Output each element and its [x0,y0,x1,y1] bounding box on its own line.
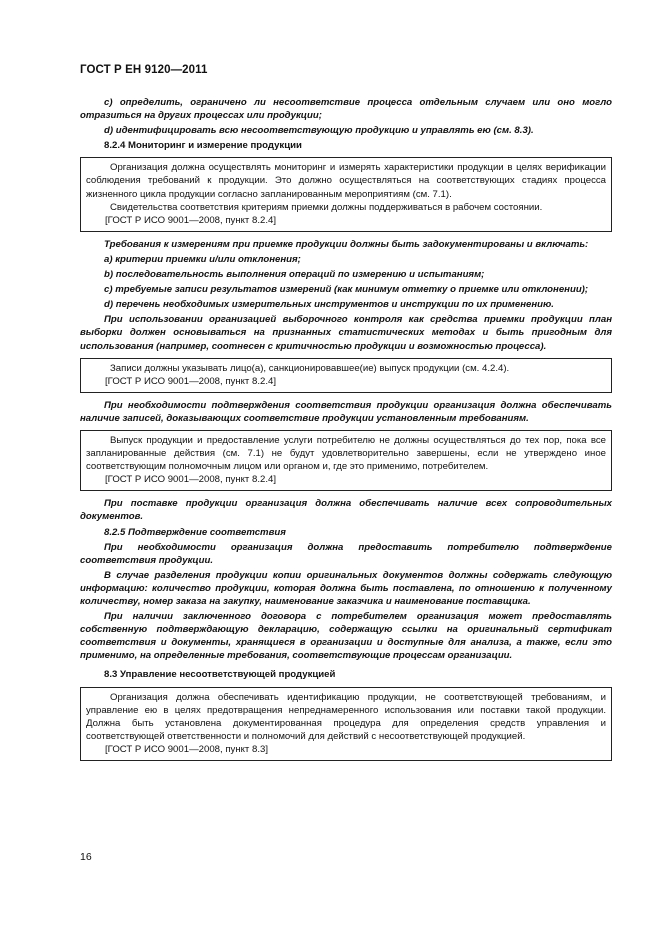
requirements-intro: Требования к измерениям при приемке продукции должны быть задокументированы и включать: [104,238,589,250]
requirement-item-d: d) перечень необходимых измерительных инструментов и инструкции по их применению. [104,299,554,311]
quote-box-release [80,430,612,491]
section-heading-8-2-4: 8.2.4 Мониторинг и измерение продукции [104,140,302,152]
quote-text: Выпуск продукции и предоставление услуги потребителю не должны осуществляться до тех пор, пока все запланированные действия (см. 7.1) не будут удовлетворительно завершены, если не утверждено иное соответствующим полномочным лицом или органом и, где это применимо, потребителем. [86,434,606,473]
quote-box-records [80,358,612,393]
quote-text: Записи должны указывать лицо(а), санкционировавшее(ие) выпуск продукции (см. 4.2.4). [110,362,510,374]
document-header: ГОСТ Р ЕН 9120—2011 [80,64,208,76]
quote-text: Организация должна осуществлять мониторинг и измерять характеристики продукции в целях верификации соблюдения требований к продукции. Это должно осуществляться на соответствующих стадиях процесса жизненного цикла продукции согласно запланированным мероприятиям (см. 7.1). [86,162,606,200]
split-copies-paragraph: В случае разделения продукции копии оригинальных документов должны содержать следующую информацию: количество продукции, которая должна быть поставлена, по отношению к полученному количеству, номер заказа на закупку, наименование заказчика и наименование поставщика. [80,569,612,607]
requirement-item-a: a) критерии приемки и/или отклонения; [104,253,301,265]
contract-paragraph: При наличии заключенного договора с потребителем организация может предоставлять собственную подтверждающую декларацию, содержащую ссылки на оригинальный сертификат соответствия и документы, хранящиеся в организации и доступные для анализа, а также, если это применимо, на определенные требования, соответствующие процессам организации. [80,611,612,662]
requirement-item-b: b) последовательность выполнения операций по измерению и испытаниям; [104,269,485,281]
section-heading-8-3: 8.3 Управление несоответствующей продукцией [104,669,336,681]
requirement-item-c: c) требуемые записи результатов измерений (как минимум отметку о приемке или отклонении); [104,284,589,296]
list-item-d: d) идентифицировать всю несоответствующую продукцию и управлять ею (см. 8.3). [104,125,534,137]
section-heading-8-2-5: 8.2.5 Подтверждение соответствия [104,526,286,538]
quote-reference: [ГОСТ Р ИСО 9001—2008, пункт 8.2.4] [105,474,276,486]
quote-box-iso-8-3 [80,687,612,761]
quote-reference: [ГОСТ Р ИСО 9001—2008, пункт 8.2.4] [105,214,276,226]
page-number: 16 [80,851,92,863]
quote-text: Свидетельства соответствия критериям приемки должны поддерживаться в рабочем состоянии. [110,201,543,213]
list-item-c: c) определить, ограничено ли несоответствие процесса отдельным случаем или оно могло отразиться на других процессах или продукции; [80,97,612,122]
quote-reference: [ГОСТ Р ИСО 9001—2008, пункт 8.3] [105,743,268,755]
delivery-docs-paragraph: При поставке продукции организация должна обеспечивать наличие всех сопроводительных документов. [80,498,612,523]
page-body [80,96,612,767]
quote-reference: [ГОСТ Р ИСО 9001—2008, пункт 8.2.4] [105,375,276,387]
sampling-paragraph: При использовании организацией выборочного контроля как средства приемки продукции план выборки должен основываться на признанных статистических методах и быть пригодным для использования (например, соотнесен с критичностью продукции и возможностью процесса). [80,314,612,352]
confirm-records-paragraph: При необходимости подтверждения соответствия продукции организация должна обеспечивать наличие записей, доказывающих соответствие продукции установленным требованиям. [80,399,612,424]
confirm-provide-paragraph: При необходимости организация должна предоставить потребителю подтверждение соответствия продукции. [80,541,612,566]
quote-text: Организация должна обеспечивать идентификацию продукции, не соответствующей требованиям, и управление ею в целях предотвращения непреднамеренного использования или поставки такой продукции. Должна быть установлена документированная процедура для определения средств управления и соответствующей ответственности и полномочий для действий с несоответствующей продукцией. [86,691,606,742]
quote-box-iso-8-2-4 [80,157,612,231]
